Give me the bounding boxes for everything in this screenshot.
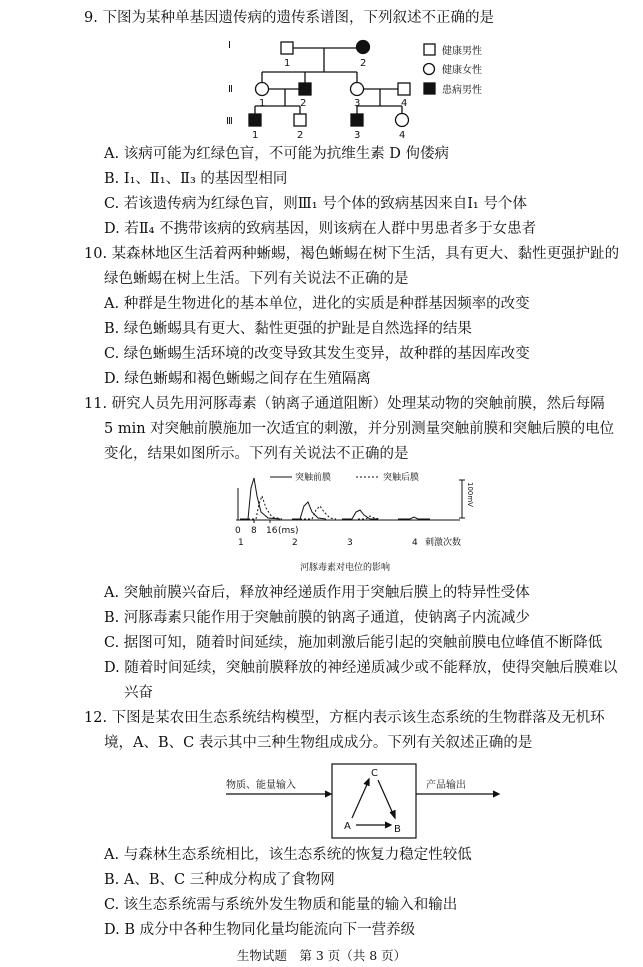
q11-option-d-cont: 兴奋 xyxy=(124,685,153,701)
x-tick-8: 8 xyxy=(251,526,257,536)
figure-caption: 河豚毒素对电位的影响 xyxy=(300,563,391,573)
legend-affected-male: 患病男性 xyxy=(442,85,482,96)
q12-option-a: A. 与森林生态系统相比，该生态系统的恢复力稳定性较低 xyxy=(104,847,472,863)
q9-option-b: B. Ⅰ₁、Ⅱ₁、Ⅱ₃ 的基因型相同 xyxy=(104,171,288,187)
q11-option-d: D. 随着时间延续，突触前膜释放的神经递质减少或不能释放，使得突触后膜难以 xyxy=(104,660,618,676)
q10-option-d: D. 绿色蜥蜴和褐色蜥蜴之间存在生殖隔离 xyxy=(104,371,371,387)
x-tick-0: 0 xyxy=(235,526,241,536)
label-II2: 2 xyxy=(300,98,307,109)
q10-stem-line1: 10. 某森林地区生活着两种蜥蜴，褐色蜥蜴在树下生活，具有更大、黏性更强护趾的 xyxy=(84,246,620,262)
q11-option-b: B. 河豚毒素只能作用于突触前膜的钠离子通道，使钠离子内流减少 xyxy=(104,610,530,626)
label-III4: 4 xyxy=(399,130,406,141)
pedigree-I2-affected-female xyxy=(357,41,370,54)
q10-option-b: B. 绿色蜥蜴具有更大、黏性更强的护趾是自然选择的结果 xyxy=(104,321,472,337)
label-II3: 3 xyxy=(354,98,361,109)
q11-stem-line1: 11. 研究人员先用河豚毒素（钠离子通道阻断）处理某动物的突触前膜，然后每隔 xyxy=(84,396,605,412)
q12-option-c: C. 该生态系统需与系统外发生物质和能量的输入和输出 xyxy=(104,897,458,913)
stim-label-1: 1 xyxy=(238,538,244,548)
scale-label: 100mV xyxy=(466,482,474,507)
legend-healthy-male: 健康男性 xyxy=(442,46,482,57)
page-footer: 生物试题 第 3 页（共 8 页） xyxy=(236,948,407,963)
q12-ecosystem-figure xyxy=(0,758,643,842)
label-III2: 2 xyxy=(297,130,304,141)
q9-stem: 9. 下图为某种单基因遗传病的遗传系谱图，下列叙述不正确的是 xyxy=(84,10,494,26)
input-label: 物质、能量输入 xyxy=(226,780,296,791)
stim-label-3: 3 xyxy=(347,538,353,548)
q9-option-d: D. 若Ⅱ₄ 不携带该病的致病基因，则该病在人群中男患者多于女患者 xyxy=(104,221,537,237)
pedigree-II4-healthy-male xyxy=(398,83,410,95)
q12-option-b: B. A、B、C 三种成分构成了食物网 xyxy=(104,872,335,888)
q11-potential-figure xyxy=(0,466,643,578)
gen-label-II: Ⅱ xyxy=(228,84,233,95)
legend-affected-male-icon xyxy=(424,83,435,94)
label-III3: 3 xyxy=(354,130,361,141)
trace-presynaptic-1 xyxy=(240,478,280,519)
pedigree-III1-affected-male xyxy=(249,114,261,126)
q11-option-c: C. 据图可知，随着时间延续，施加刺激后能引起的突触前膜电位峰值不断降低 xyxy=(104,635,603,651)
trace-postsynaptic-2 xyxy=(300,506,336,519)
label-I2: 2 xyxy=(360,58,367,69)
x-tick-unit: (ms) xyxy=(278,526,299,536)
gen-label-III: Ⅲ xyxy=(226,116,233,127)
arrow-a-to-c xyxy=(352,780,369,818)
q12-option-d: D. B 成分中各种生物同化量均能流向下一营养级 xyxy=(104,922,416,938)
q12-stem-line1: 12. 下图是某农田生态系统结构模型，方框内表示该生态系统的生物群落及无机环 xyxy=(84,710,605,726)
legend-healthy-female-icon xyxy=(424,64,435,75)
label-II1: 1 xyxy=(259,98,266,109)
pedigree-I1-healthy-male xyxy=(281,42,293,54)
legend-postsynaptic: 突触后膜 xyxy=(383,473,420,483)
legend-healthy-male-icon xyxy=(424,44,435,55)
pedigree-II2-affected-male xyxy=(299,83,311,95)
label-III1: 1 xyxy=(252,130,259,141)
q11-option-a: A. 突触前膜兴奋后，释放神经递质作用于突触后膜上的特异性受体 xyxy=(104,585,530,601)
gen-label-I: Ⅰ xyxy=(228,40,231,51)
trace-presynaptic-2 xyxy=(292,502,326,519)
x-axis-label: 刺激次数 xyxy=(425,538,462,548)
q12-stem-line2: 境，A、B、C 表示其中三种生物组成成分。下列有关叙述正确的是 xyxy=(104,735,533,751)
q10-option-a: A. 种群是生物进化的基本单位，进化的实质是种群基因频率的改变 xyxy=(104,296,530,312)
stim-label-4: 4 xyxy=(412,538,418,548)
pedigree-II3-healthy-female xyxy=(351,83,364,96)
arrow-c-to-b xyxy=(378,780,394,816)
pedigree-III4-healthy-female xyxy=(396,114,409,127)
x-tick-16: 16 xyxy=(266,526,278,536)
q11-stem-line2: 5 min 对突触前膜施加一次适宜的刺激，并分别测量突触前膜和突触后膜的电位 xyxy=(104,421,615,437)
label-II4: 4 xyxy=(401,98,408,109)
node-a: A xyxy=(344,821,351,832)
q9-option-a: A. 该病可能为红绿色盲，不可能为抗维生素 D 佝偻病 xyxy=(104,146,450,162)
legend-presynaptic: 突触前膜 xyxy=(295,473,332,483)
q10-stem-line2: 绿色蜥蜴在树上生活。下列有关说法不正确的是 xyxy=(104,271,409,287)
node-b: B xyxy=(394,824,401,835)
node-c: C xyxy=(371,768,378,779)
label-I1: 1 xyxy=(284,58,291,69)
output-label: 产品输出 xyxy=(426,780,466,791)
trace-presynaptic-4 xyxy=(398,517,430,519)
trace-postsynaptic-1 xyxy=(240,496,282,519)
legend-healthy-female: 健康女性 xyxy=(442,65,482,76)
q11-stem-line3: 变化，结果如图所示。下列有关说法不正确的是 xyxy=(104,446,409,462)
q9-option-c: C. 若该遗传病为红绿色盲，则Ⅲ₁ 号个体的致病基因来自Ⅰ₁ 号个体 xyxy=(104,196,527,212)
q10-option-c: C. 绿色蜥蜴生活环境的改变导致其发生变异，故种群的基因库改变 xyxy=(104,346,530,362)
pedigree-III3-affected-male xyxy=(351,114,363,126)
stim-label-2: 2 xyxy=(292,538,298,548)
pedigree-III2-healthy-male xyxy=(294,114,306,126)
pedigree-II1-healthy-female xyxy=(256,83,269,96)
